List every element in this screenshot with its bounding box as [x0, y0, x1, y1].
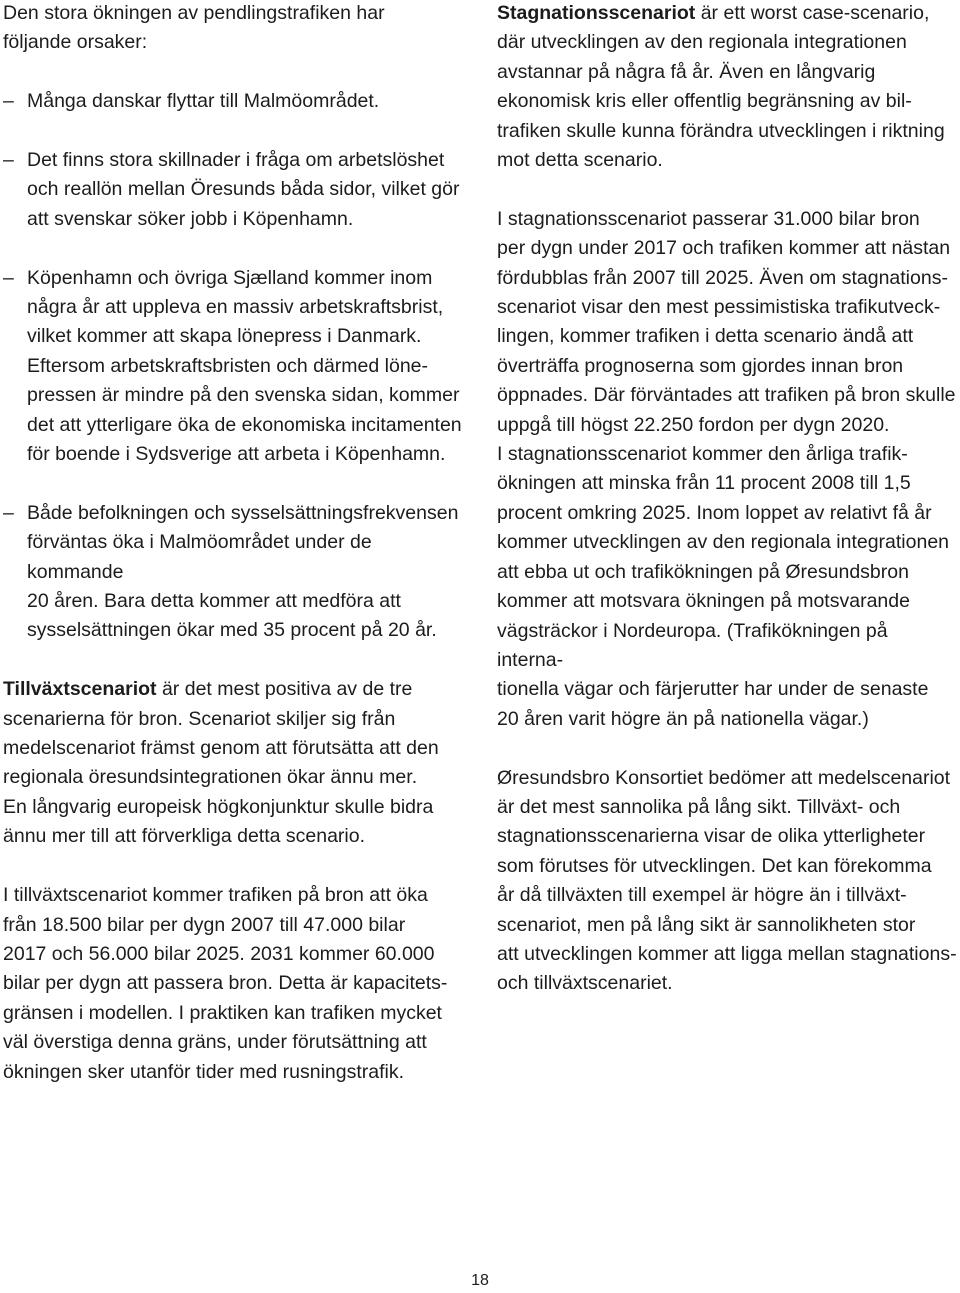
growth-scenario-heading: Tillväxtscenariot	[3, 678, 157, 701]
text-line: det att ytterligare öka de ekonomiska incitamenten	[27, 413, 462, 436]
text-line: I tillväxtscenariot kommer trafiken på bron att öka	[3, 884, 428, 907]
text-line: procent omkring 2025. Inom loppet av relativt få år	[497, 501, 932, 524]
text-line: gränsen i modellen. I praktiken kan trafiken mycket	[3, 1001, 442, 1024]
text-line: kommer utvecklingen av den regionala integrationen	[497, 531, 950, 554]
text-line: att ebba ut och trafikökningen på Øresundsbron	[497, 560, 909, 583]
text-line: pressen är mindre på den svenska sidan, kommer	[27, 384, 460, 407]
text-line: ekonomisk kris eller offentlig begränsning av bil-	[497, 90, 912, 113]
text-line: Den stora ökningen av pendlingstrafiken har	[3, 2, 385, 24]
text-line: per dygn under 2017 och trafiken kommer att nästan	[497, 237, 951, 260]
bullet-dash: –	[3, 90, 14, 113]
growth-scenario-text	[3, 678, 439, 847]
bullet-item	[3, 499, 465, 646]
text-line: är det mest positiva av de tre	[156, 678, 413, 701]
text-line: I stagnationsscenariot passerar 31.000 bilar bron	[497, 207, 920, 230]
text-line: 20 åren. Bara detta kommer att medföra att	[27, 590, 401, 613]
text-line: där utvecklingen av den regionala integrationen	[497, 31, 907, 54]
left-column	[3, 0, 465, 1087]
text-line: bilar per dygn att passera bron. Detta är kapacitets-	[3, 972, 448, 995]
text-line: mot detta scenario.	[497, 149, 663, 172]
text-line: 20 åren varit högre än på nationella vägar.)	[497, 707, 869, 730]
text-line: sysselsättningen ökar med 35 procent på 20 år.	[27, 619, 437, 642]
text-line: några år att uppleva en massiv arbetskraftsbrist,	[27, 296, 444, 319]
text-line: scenariot, men på lång sikt är sannolikheten stor	[497, 913, 916, 936]
text-line: ännu mer till att förverkliga detta scenario.	[3, 825, 366, 848]
text-line: Øresundsbro Konsortiet bedömer att medelscenariot	[497, 766, 951, 789]
right-column	[497, 0, 959, 999]
stagnation-scenario-heading: Stagnationsscenariot	[497, 2, 696, 24]
page-number: 18	[471, 1272, 489, 1289]
text-line: scenarierna för bron. Scenariot skiljer sig från	[3, 707, 396, 730]
bullet-text	[27, 264, 465, 470]
text-line: stagnationsscenarierna visar de olika ytterligheter	[497, 825, 926, 848]
bullet-text	[27, 499, 465, 646]
text-line: Det finns stora skillnader i fråga om arbetslöshet	[27, 149, 445, 171]
bullet-item	[3, 264, 465, 470]
text-line: I stagnationsscenariot kommer den årliga trafik-	[497, 443, 908, 466]
text-line: vilket kommer att skapa lönepress i Danmark.	[27, 325, 422, 348]
text-line: som förutses för utvecklingen. Det kan förekomma	[497, 854, 932, 877]
text-line: att svenskar söker jobb i Köpenhamn.	[27, 207, 354, 230]
bullet-dash: –	[3, 149, 14, 171]
text-line: scenariot visar den mest pessimistiska trafikutveck-	[497, 296, 941, 319]
text-line: för boende i Sydsverige att arbeta i Köpenhamn.	[27, 443, 446, 466]
bullet-dash: –	[3, 266, 14, 289]
text-line: ökningen att minska från 11 procent 2008 till 1,5	[497, 472, 911, 495]
conclusion-paragraph	[497, 764, 959, 999]
text-line: trafiken skulle kunna förändra utvecklingen i riktning	[497, 119, 945, 142]
text-line: Eftersom arbetskraftsbristen och därmed löne-	[27, 354, 429, 377]
text-line: är det mest sannolika på lång sikt. Tillväxt- och	[497, 795, 901, 818]
growth-scenario-paragraph	[3, 675, 465, 851]
text-line: och reallön mellan Öresunds båda sidor, vilket gör	[27, 178, 460, 201]
text-line: öppnades. Där förväntades att trafiken på bron skulle	[497, 384, 956, 407]
text-line: ökningen sker utanför tider med rusningstrafik.	[3, 1060, 405, 1083]
bullet-text	[27, 146, 465, 234]
text-line: fördubblas från 2007 till 2025. Även om stagnations-	[497, 266, 948, 289]
text-line: och tillväxtscenariet.	[497, 972, 673, 995]
text-line: är ett worst case-scenario,	[695, 2, 930, 24]
stagnation-traffic-paragraph	[497, 205, 959, 734]
text-line: överträffa prognoserna som gjordes innan bron	[497, 354, 904, 377]
text-line: Både befolkningen och sysselsättningsfrekvensen	[27, 501, 459, 524]
stagnation-scenario-paragraph	[497, 0, 959, 175]
text-line: uppgå till högst 22.250 fordon per dygn 2020.	[497, 413, 890, 436]
text-line: att utvecklingen kommer att ligga mellan stagnations-	[497, 942, 957, 965]
text-line: år då tillväxten till exempel är högre än i tillväxt-	[497, 884, 907, 907]
text-line: kommer att motsvara ökningen på motsvarande	[497, 590, 910, 613]
text-line: väl överstiga denna gräns, under förutsättning att	[3, 1031, 427, 1054]
growth-traffic-paragraph	[3, 881, 465, 1087]
text-line: från 18.500 bilar per dygn 2007 till 47.000 bilar	[3, 913, 406, 936]
text-line: Många danskar flyttar till Malmöområdet.	[27, 90, 380, 113]
text-line: följande orsaker:	[3, 31, 148, 54]
bullet-dash: –	[3, 501, 14, 524]
text-line: En långvarig europeisk högkonjunktur skulle bidra	[3, 795, 434, 818]
text-line: avstannar på några få år. Även en långvarig	[497, 60, 876, 83]
stagnation-scenario-text	[497, 2, 945, 171]
text-line: förväntas öka i Malmöområdet under de kommande	[27, 531, 372, 583]
text-line: Köpenhamn och övriga Sjælland kommer inom	[27, 266, 433, 289]
intro-paragraph	[3, 0, 465, 58]
text-line: lingen, kommer trafiken i detta scenario ändå att	[497, 325, 914, 348]
bullet-text	[27, 87, 465, 116]
bullet-item	[3, 146, 465, 234]
text-line: 2017 och 56.000 bilar 2025. 2031 kommer 60.000	[3, 942, 435, 965]
text-line: vägsträckor i Nordeuropa. (Trafikökningen på interna-	[497, 619, 888, 671]
bullet-item	[3, 87, 465, 116]
text-line: regionala öresundsintegrationen ökar ännu mer.	[3, 766, 418, 789]
text-line: tionella vägar och färjerutter har under de senaste	[497, 678, 929, 701]
text-line: medelscenariot främst genom att förutsätta att den	[3, 737, 439, 760]
